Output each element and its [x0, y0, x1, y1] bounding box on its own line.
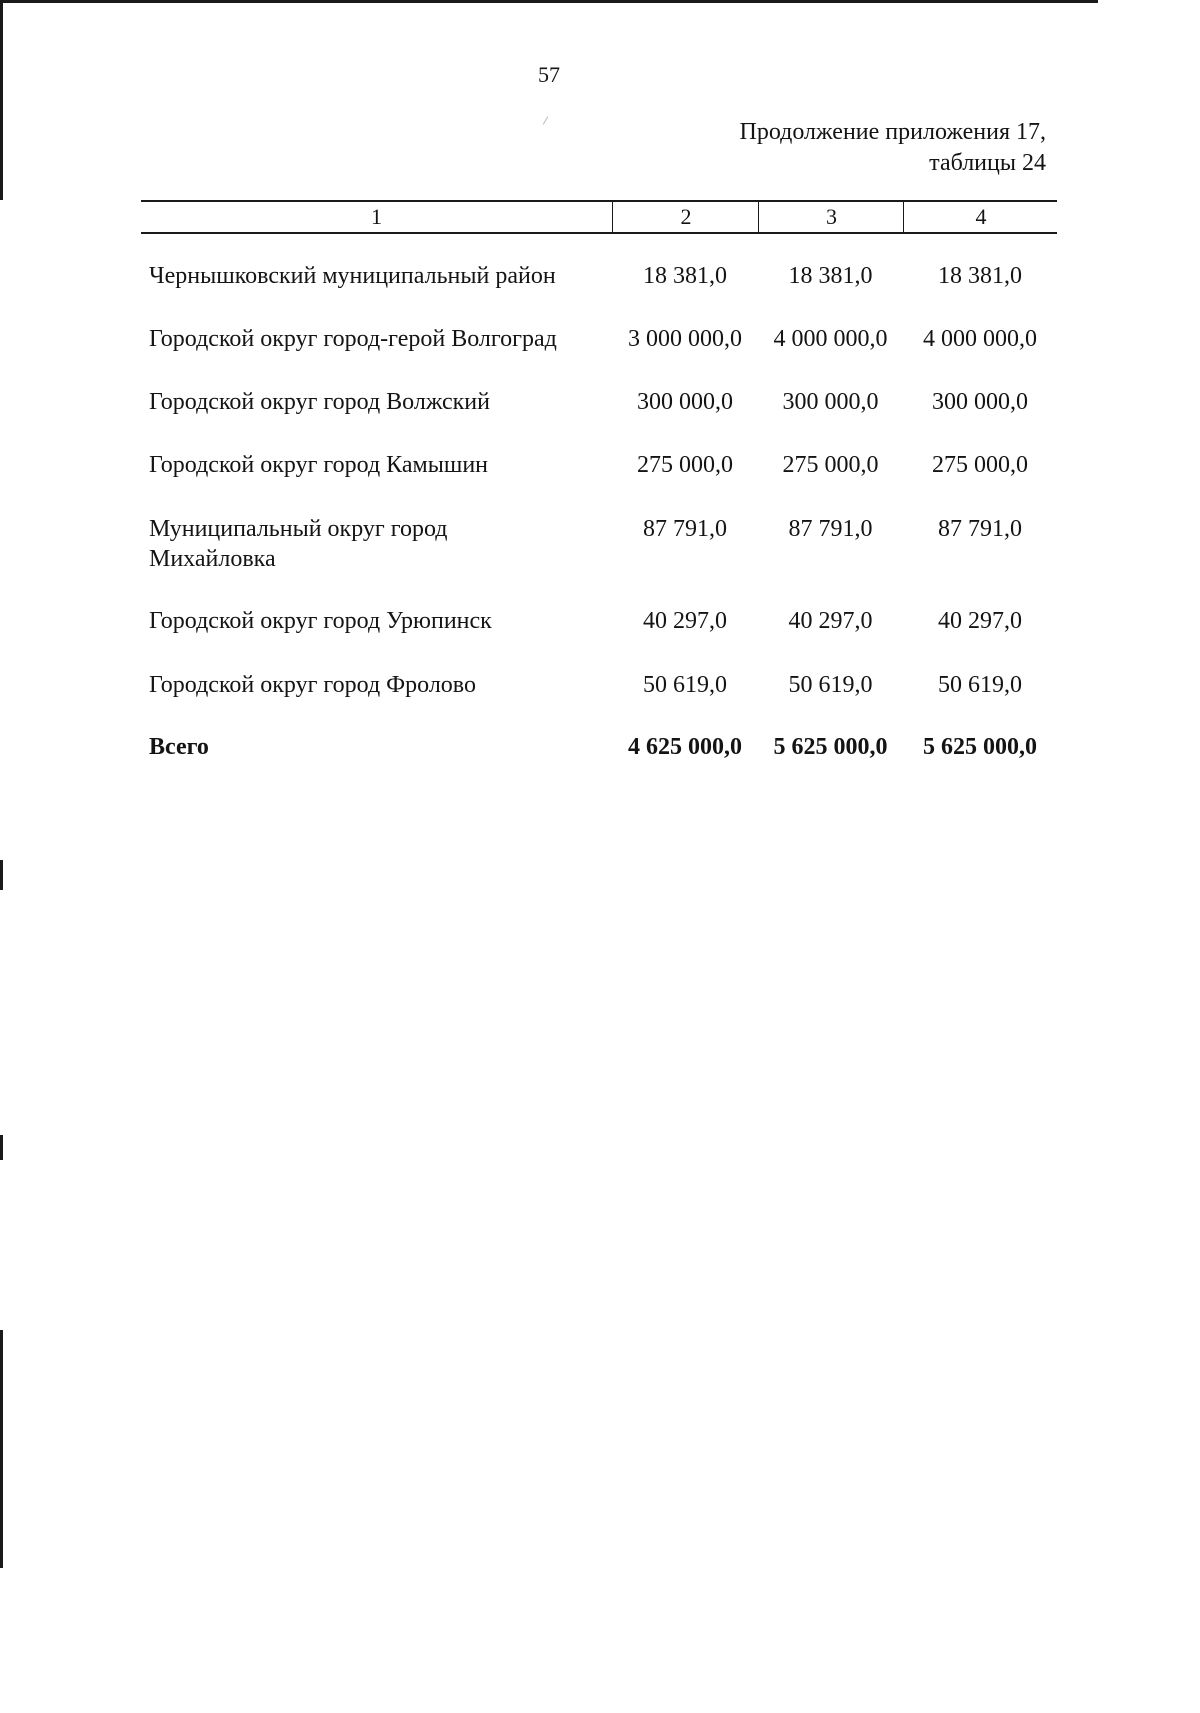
row-value: 18 381,0	[643, 263, 727, 289]
row-value: 275 000,0	[932, 452, 1028, 478]
row-value: 275 000,0	[782, 452, 879, 478]
column-header: 3	[758, 202, 904, 232]
row-name: Городской округ город Камышин	[149, 452, 488, 478]
scan-border-top	[0, 0, 1098, 3]
row-value: 4 000 000,0	[923, 326, 1037, 352]
total-label: Всего	[149, 734, 209, 760]
row-value: 18 381,0	[788, 263, 873, 289]
row-value: 50 619,0	[788, 672, 873, 698]
row-value: 300 000,0	[637, 389, 733, 415]
scan-border-left	[0, 1330, 3, 1568]
table-header-row	[141, 200, 1057, 234]
scan-border-left	[0, 1135, 3, 1160]
continuation-line-1: Продолжение приложения 17,	[739, 119, 1046, 145]
column-header: 1	[371, 204, 382, 229]
row-value: 18 381,0	[938, 263, 1022, 289]
total-value: 5 625 000,0	[773, 734, 888, 760]
row-value: 40 297,0	[643, 608, 727, 634]
data-table	[141, 200, 1057, 760]
row-value: 87 791,0	[938, 516, 1022, 542]
row-value: 4 000 000,0	[773, 326, 888, 352]
row-name: Городской округ город Урюпинск	[149, 608, 492, 634]
total-value: 4 625 000,0	[628, 734, 742, 760]
row-value: 300 000,0	[782, 389, 879, 415]
row-name: Городской округ город Фролово	[149, 672, 476, 698]
row-value: 3 000 000,0	[628, 326, 742, 352]
row-value: 275 000,0	[637, 452, 733, 478]
row-value: 300 000,0	[932, 389, 1028, 415]
continuation-line-2: таблицы 24	[929, 150, 1046, 176]
row-value: 50 619,0	[643, 672, 727, 698]
row-name: Чернышковский муниципальный район	[149, 263, 556, 289]
row-name: Городской округ город-герой Волгоград	[149, 326, 557, 352]
total-value: 5 625 000,0	[923, 734, 1037, 760]
row-value: 40 297,0	[788, 608, 873, 634]
column-header: 4	[903, 202, 1058, 232]
scan-border-left	[0, 0, 3, 200]
continuation-caption	[740, 117, 1046, 179]
row-value: 50 619,0	[938, 672, 1022, 698]
page-number: 57	[538, 62, 560, 87]
row-name: Городской округ город Волжский	[149, 389, 490, 415]
row-name: Муниципальный округ город Михайловка	[149, 516, 448, 572]
scan-artifact	[543, 116, 548, 124]
row-value: 40 297,0	[938, 608, 1022, 634]
row-value: 87 791,0	[643, 516, 727, 542]
row-value: 87 791,0	[788, 516, 873, 542]
scan-border-left	[0, 860, 3, 890]
column-header: 2	[612, 202, 759, 232]
